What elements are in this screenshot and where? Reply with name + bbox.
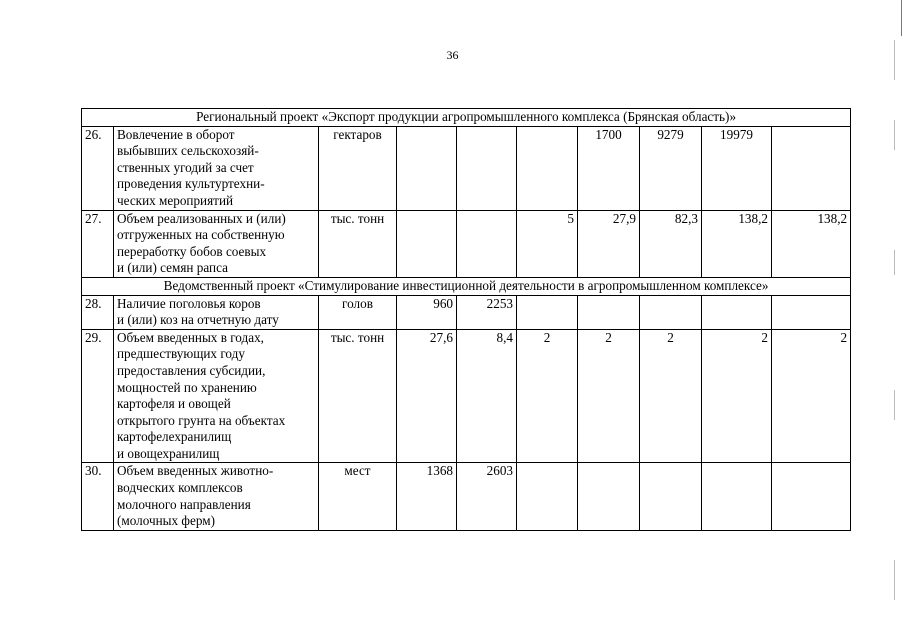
row-number: 26.: [82, 126, 114, 210]
table-row: [82, 463, 851, 530]
value-cell: [517, 463, 578, 530]
value-cell: [578, 295, 640, 329]
table-row: [82, 329, 851, 463]
value-cell: 960: [397, 295, 457, 329]
value-cell: 2603: [457, 463, 517, 530]
value-cell: [702, 463, 772, 530]
value-cell: [457, 210, 517, 277]
unit-cell: тыс. тонн: [319, 210, 397, 277]
value-cell: [457, 126, 517, 210]
value-cell: [397, 210, 457, 277]
value-cell: [772, 295, 851, 329]
indicators-table: [81, 108, 851, 531]
scan-edge-mark: [894, 120, 895, 150]
indicator-name: Вовлечение в оборот выбывших сельскохозяй- ственных угодий за счет проведения культуртехни- ческих мероприятий: [114, 126, 319, 210]
value-cell: 138,2: [772, 210, 851, 277]
value-cell: [640, 295, 702, 329]
value-cell: [772, 126, 851, 210]
row-number: 27.: [82, 210, 114, 277]
scan-edge-line: [901, 0, 902, 36]
value-cell: 19979: [702, 126, 772, 210]
value-cell: [640, 463, 702, 530]
indicator-name: Объем введенных в годах, предшествующих году предоставления субсидии, мощностей по хранению картофеля и овощей открытого грунта на объектах картофелехранилищ и овощехранилищ: [114, 329, 319, 463]
value-cell: 2253: [457, 295, 517, 329]
value-cell: 2: [517, 329, 578, 463]
table-row: [82, 126, 851, 210]
value-cell: 27,6: [397, 329, 457, 463]
section-row: [82, 109, 851, 127]
page-number: 36: [446, 48, 459, 62]
value-cell: [578, 463, 640, 530]
unit-cell: гектаров: [319, 126, 397, 210]
value-cell: 5: [517, 210, 578, 277]
value-cell: 2: [578, 329, 640, 463]
unit-cell: мест: [319, 463, 397, 530]
unit-cell: тыс. тонн: [319, 329, 397, 463]
value-cell: [772, 463, 851, 530]
value-cell: 82,3: [640, 210, 702, 277]
unit-cell: голов: [319, 295, 397, 329]
section-title: Ведомственный проект «Стимулирование инвестиционной деятельности в агропромышленном комплексе»: [82, 277, 851, 295]
value-cell: 27,9: [578, 210, 640, 277]
value-cell: 9279: [640, 126, 702, 210]
section-row: [82, 277, 851, 295]
value-cell: [702, 295, 772, 329]
scan-edge-mark: [894, 390, 895, 420]
value-cell: 2: [772, 329, 851, 463]
scan-edge-mark: [894, 250, 895, 275]
value-cell: [517, 295, 578, 329]
value-cell: [397, 126, 457, 210]
value-cell: 1700: [578, 126, 640, 210]
table-row: [82, 295, 851, 329]
indicator-name: Объем введенных животно- водческих комплексов молочного направления (молочных ферм): [114, 463, 319, 530]
value-cell: 2: [702, 329, 772, 463]
scan-edge-mark: [894, 560, 895, 600]
indicator-name: Объем реализованных и (или) отгруженных на собственную переработку бобов соевых и (или) семян рапса: [114, 210, 319, 277]
row-number: 30.: [82, 463, 114, 530]
value-cell: 8,4: [457, 329, 517, 463]
section-title: Региональный проект «Экспорт продукции агропромышленного комплекса (Брянская область)»: [82, 109, 851, 127]
row-number: 29.: [82, 329, 114, 463]
row-number: 28.: [82, 295, 114, 329]
scan-edge-mark: [894, 40, 895, 80]
indicator-name: Наличие поголовья коров и (или) коз на отчетную дату: [114, 295, 319, 329]
table-row: [82, 210, 851, 277]
value-cell: 2: [640, 329, 702, 463]
value-cell: 1368: [397, 463, 457, 530]
value-cell: [517, 126, 578, 210]
value-cell: 138,2: [702, 210, 772, 277]
